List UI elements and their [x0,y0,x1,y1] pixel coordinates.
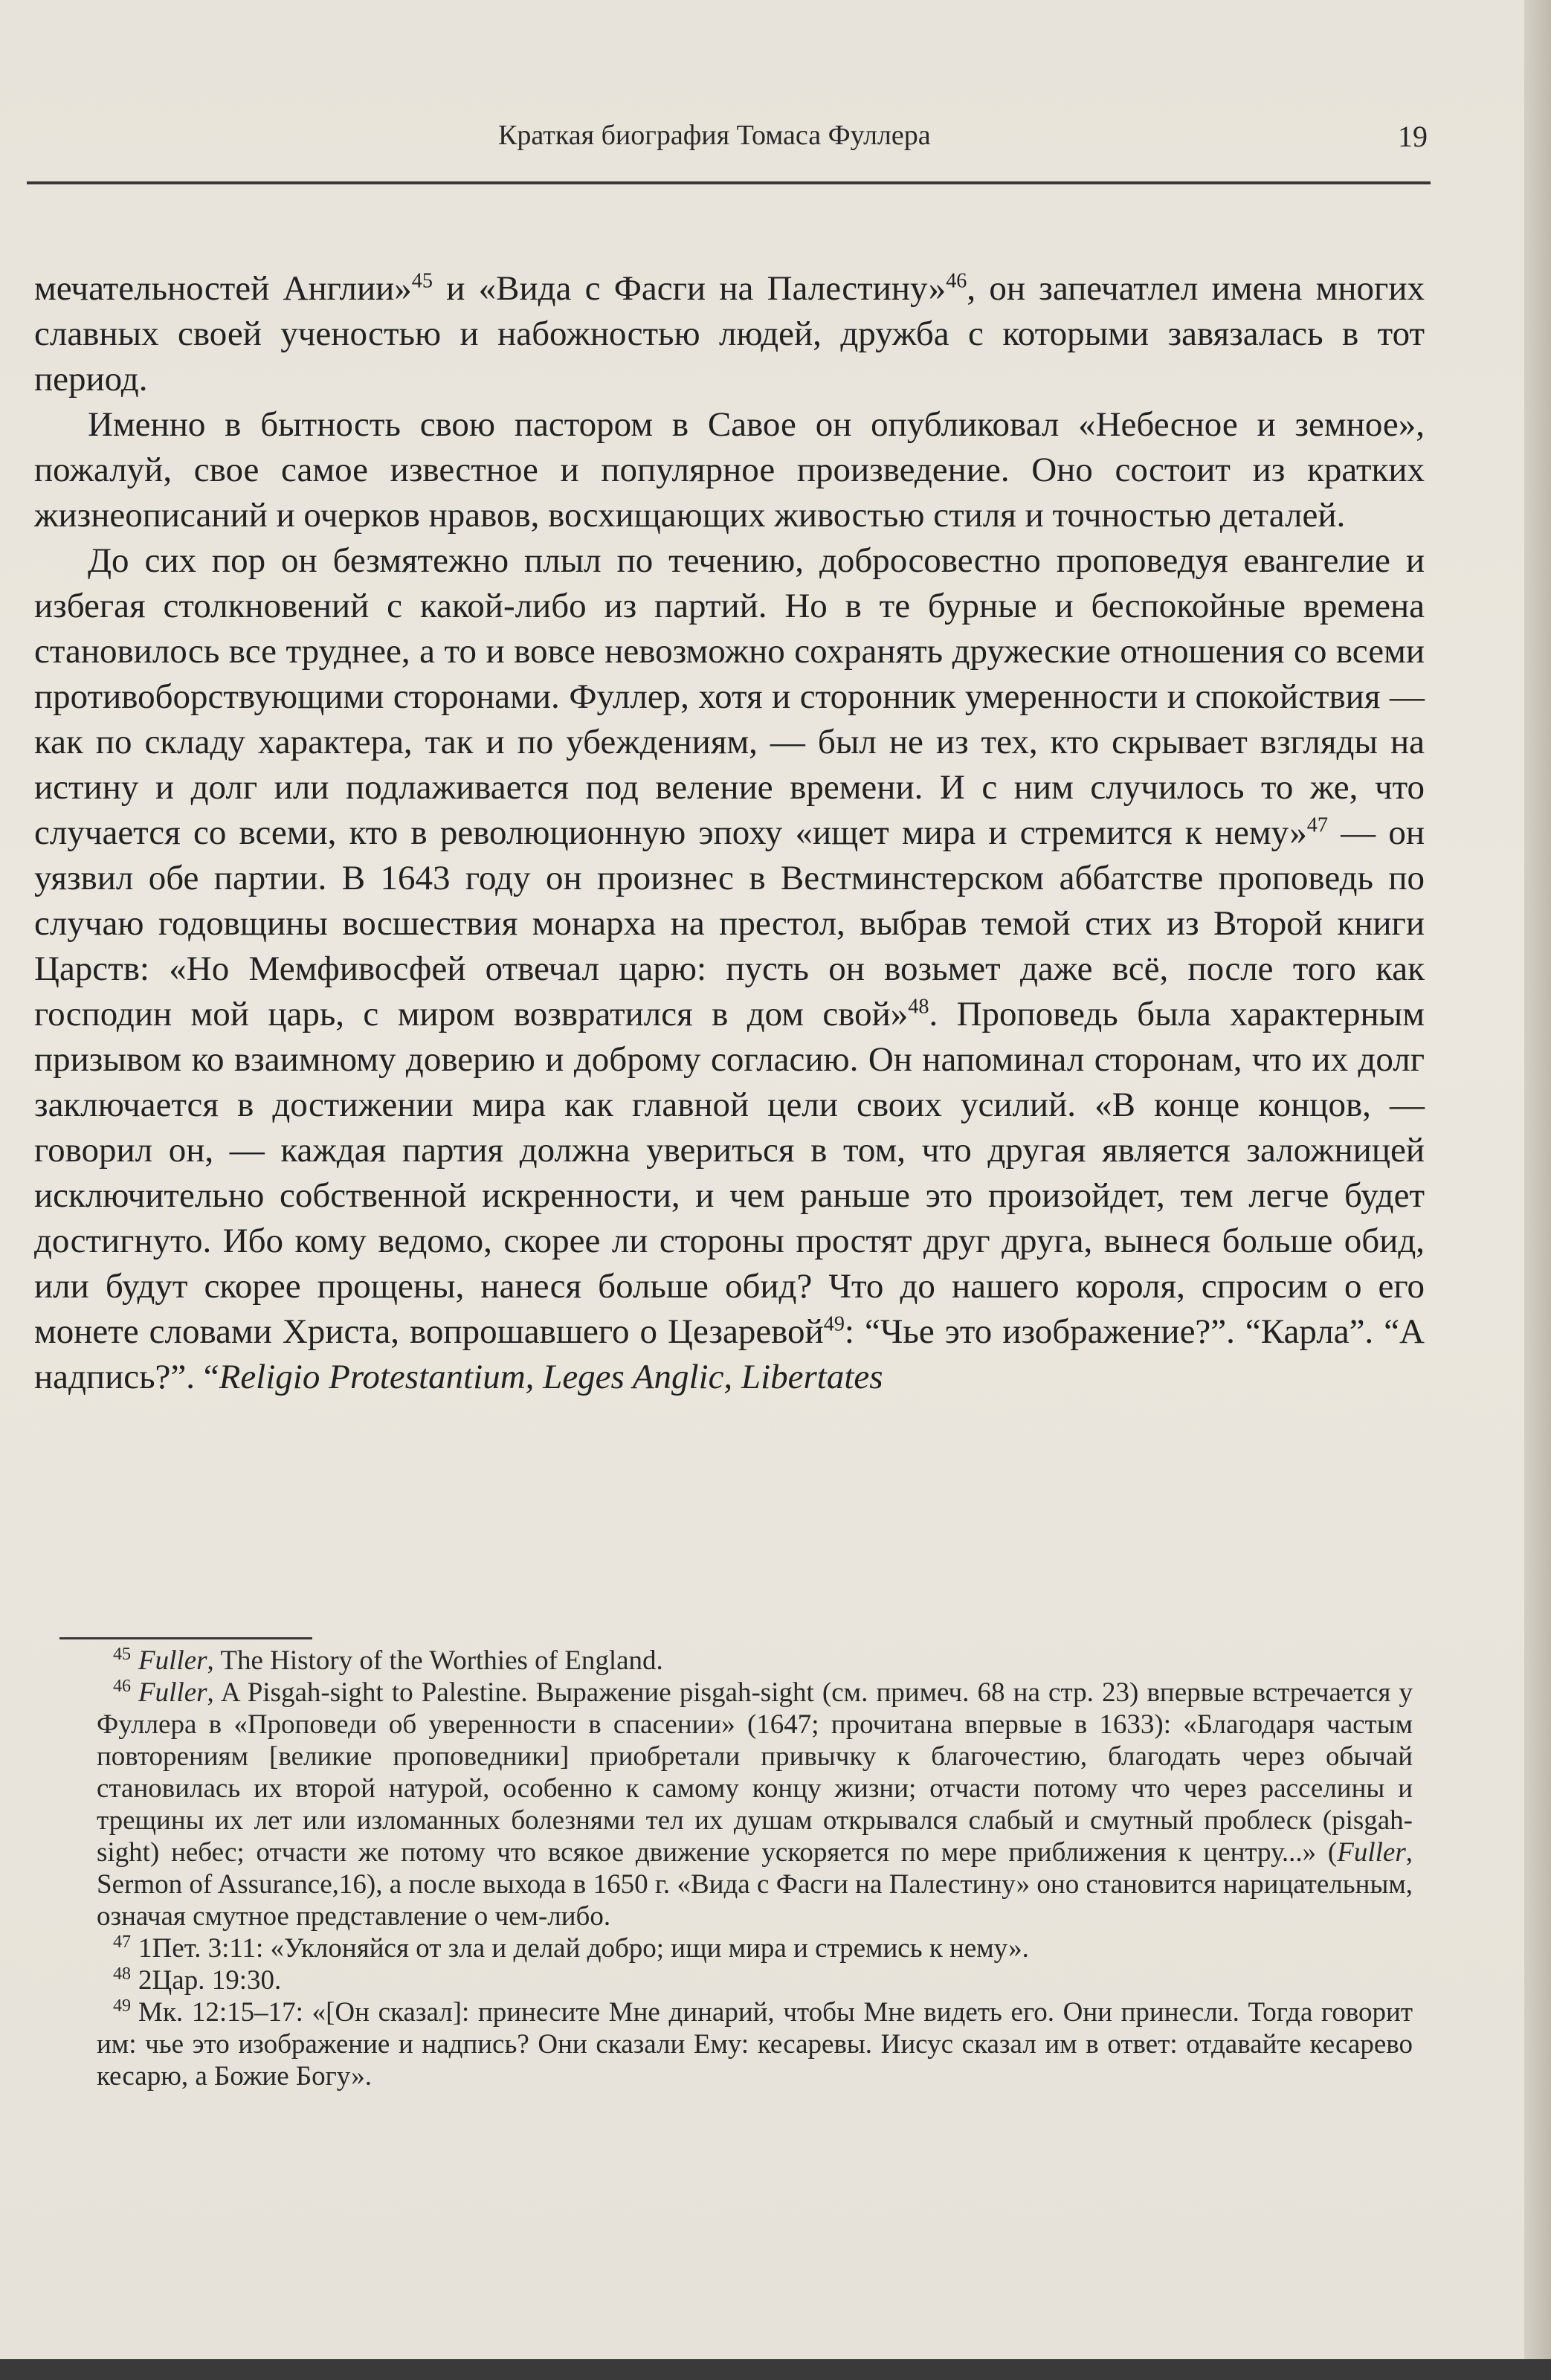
footnote-ref-47: 47 [1306,813,1328,837]
footnotes [97,1645,1413,2092]
paragraph-2: Именно в бытность свою пастором в Савое он опубликовал «Небесное и земное», пожалуй, свое самое известное и популярное произведение. Оно состоит из кратких жизнеописаний и очерков нравов, восхищающих живостью стиля и точностью деталей. [34,405,1425,535]
running-title: Краткая биография Томаса Фуллера [498,120,931,151]
page-header [30,119,1428,171]
footnote-ref-48: 48 [908,995,929,1019]
footnote-47: $^{47}$ 1Пет. 3:11: «Уклоняйся от зла и делай добро; ищи мира и стремись к нему». [113,1932,1029,1964]
header-rule [27,181,1431,184]
page-edge-shadow [1524,0,1551,2380]
footnote-48: $^{48}$ 2Цар. 19:30. [113,1964,282,1996]
footnote-45: $^{45}$ Fuller, The History of the Worthies of England. [113,1644,663,1676]
footnote-49: $^{49}$ Мк. 12:15–17: «[Он сказал]: принесите Мне динарий, чтобы Мне видеть его. Они принесли. Тогда говорит им: чье это изображение и надпись? Они сказали Ему: кесаревы. Иисус сказал им в ответ: отдавайте кесарево кесарю, а Божие Богу». [97,1996,1413,2092]
footnote-ref-46: 46 [946,269,967,293]
footnote-46: $^{46}$ Fuller, A Pisgah-sight to Palestine. Выражение pisgah-sight (см. примеч. 68 на стр. 23) впервые встречается у Фуллера в «Проповеди об уверенности в спасении» (1647; прочитана впервые в 1633): «Благодаря частым повторениям [великие проповедники] приобретали привычку к благочестию, благодать через обычай становилась их второй натурой, особенно к самому концу жизни; отчасти потому что через расселины и трещины их лет или изломанных болезнями тел их душам открывался слабый и смутный проблеск (pisgah-sight) небес; отчасти же потому что всякое движение ускоряется по мере приближения к центру...» (Fuller, Sermon of Assurance,16), а после выхода в 1650 г. «Вида с Фасги на Палестину» оно становится нарицательным, означая смутное представление о чем-либо. [97,1676,1413,1932]
footnote-ref-45: 45 [411,269,433,293]
footnote-ref-49: 49 [823,1312,845,1336]
page-number: 19 [1398,120,1428,153]
main-text [34,266,1425,1400]
latin-quote: Religio Protestantium, Leges Anglic, Libertates [219,1358,883,1396]
paragraph-3: До сих пор он безмятежно плыл по течению, добросовестно проповедуя евангелие и избегая столкновений с какой-либо из партий. Но в те бурные и беспокойные времена становилось все труднее, а то и вовсе невозможно сохранять дружеские отношения со всеми противоборствующими сторонами. Фуллер, хотя и сторонник умеренности и спокойствия — как по складу характера, так и по убеждениям, — был не из тех, кто скрывает взгляды на истину и долг или подлаживается под веление времени. И с ним случилось то же, что случается со всеми, кто в революционную эпоху «ищет мира и стремится к нему»$^{47}$ — он уязвил обе партии. В 1643 году он произнес в Вестминстерском аббатстве проповедь по случаю годовщины восшествия монарха на престол, выбрав темой стих из Второй книги Царств: «Но Мемфивосфей отвечал царю: пусть он возьмет даже всё, после того как господин мой царь, с миром возвратился в дом свой»$^{48}$. Проповедь была характерным призывом ко взаимному доверию и доброму согласию. Он напоминал сторонам, что их долг заключается в достижении мира как главной цели своих усилий. «В конце концов, — говорил он, — каждая партия должна увериться в том, что другая является заложницей исключительно собственной искренности, и чем раньше это произойдет, тем легче будет достигнуто. Ибо кому ведомо, скорее ли стороны простят друг друга, вынеся больше обид, или будут скорее прощены, нанеся больше обид? Что до нашего короля, спросим о его монете словами Христа, вопрошавшего о Цезаревой$^{49}$: “Чье это изображение?”. “Карла”. “А надпись?”. “Religio Protestantium, Leges Anglic, Libertates [34,541,1425,1396]
footnote-rule [59,1637,312,1639]
page-bottom-edge [0,2359,1551,2380]
paragraph-1: мечательностей Англии»$^{45}$ и «Вида с Фасги на Палестину»$^{46}$, он запечатлел имена многих славных своей ученостью и набожностью людей, дружба с которыми завязалась в тот период. [34,269,1425,399]
